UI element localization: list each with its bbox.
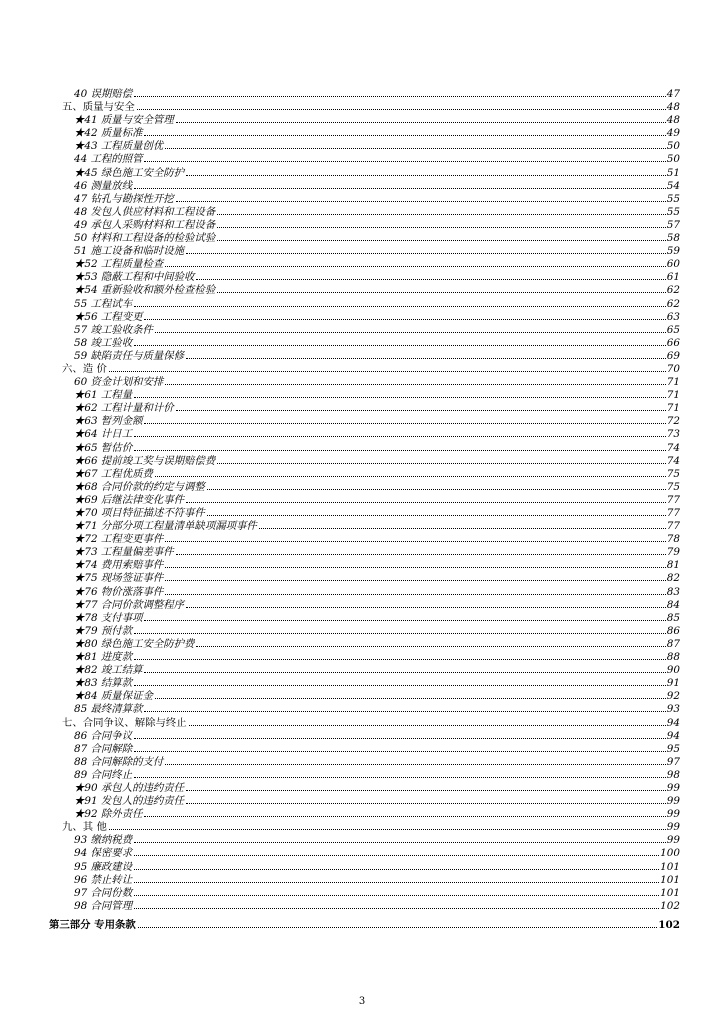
dot-leader [134, 868, 659, 870]
dot-leader [217, 462, 666, 464]
toc-entry-title: 57 竣工验收条件 [74, 323, 153, 336]
dot-leader [134, 907, 659, 909]
toc-clause-entry[interactable] [0, 193, 724, 206]
dot-leader [165, 579, 666, 581]
toc-clause-entry[interactable] [0, 284, 724, 297]
dot-leader [176, 553, 666, 555]
toc-entry-page: 72 [666, 415, 680, 428]
toc-clause-entry[interactable] [0, 507, 724, 520]
toc-clause-entry[interactable] [0, 572, 724, 585]
toc-entry-page: 85 [666, 611, 680, 624]
toc-clause-entry[interactable] [0, 219, 724, 232]
toc-entry-title: ★79 预付款 [74, 624, 133, 637]
toc-entry-page: 79 [666, 546, 680, 559]
toc-entry-page: 77 [666, 493, 680, 506]
toc-entry-page: 59 [666, 245, 680, 258]
toc-clause-entry[interactable] [0, 599, 724, 612]
dot-leader [165, 763, 666, 765]
toc-entry-title: 44 工程的照管 [74, 153, 143, 166]
dot-leader [134, 750, 666, 752]
table-of-contents [0, 88, 724, 933]
toc-entry-page: 55 [666, 205, 680, 218]
toc-clause-entry[interactable] [0, 900, 724, 913]
dot-leader [186, 174, 666, 176]
toc-clause-entry[interactable] [0, 769, 724, 782]
toc-entry-title: ★70 项目特征描述不符事件 [74, 507, 205, 519]
toc-clause-entry[interactable] [0, 677, 724, 690]
toc-entry-page: 48 [666, 101, 680, 114]
toc-clause-entry[interactable] [0, 153, 724, 166]
toc-entry-title: ★82 竣工结算 [74, 664, 143, 677]
toc-entry-title: ★68 合同价款的约定与调整 [74, 480, 205, 493]
toc-entry-page: 84 [666, 598, 680, 611]
toc-entry-page: 58 [666, 232, 680, 245]
toc-entry-title: 98 合同管理 [74, 899, 133, 912]
toc-entry-title: ★92 除外责任 [74, 808, 143, 821]
dot-leader [186, 252, 666, 254]
toc-entry-title: ★76 物价涨落事件 [74, 585, 164, 598]
toc-clause-entry[interactable] [0, 271, 724, 284]
toc-entry-page: 55 [666, 192, 680, 205]
toc-entry-page: 94 [666, 729, 680, 742]
dot-leader [217, 213, 666, 215]
toc-entry-title: ★74 费用索赔事件 [74, 559, 164, 572]
toc-entry-title: 50 材料和工程设备的检验试验 [74, 232, 216, 245]
dot-leader [134, 187, 666, 189]
dot-leader [176, 121, 666, 123]
dot-leader [186, 501, 666, 503]
toc-entry-title: 87 合同解除 [74, 742, 133, 755]
toc-clause-entry[interactable] [0, 376, 724, 389]
toc-entry-title: 49 承包人采购材料和工程设备 [74, 218, 216, 231]
toc-clause-entry[interactable] [0, 834, 724, 847]
toc-entry-title: ★67 工程优质费 [74, 467, 153, 480]
toc-entry-title: 86 合同争议 [74, 729, 133, 742]
toc-entry-title: ★78 支付事项 [74, 611, 143, 624]
toc-entry-page: 81 [666, 559, 680, 572]
dot-leader [144, 422, 665, 424]
toc-entry-page: 66 [666, 336, 680, 349]
toc-entry-page: 71 [666, 402, 680, 415]
toc-clause-entry[interactable] [0, 703, 724, 716]
toc-entry-page: 100 [660, 847, 680, 860]
dot-leader [137, 108, 666, 110]
toc-entry-page: 93 [666, 703, 680, 716]
toc-section-entry[interactable] [0, 363, 724, 376]
dot-leader [134, 854, 659, 856]
toc-section-entry[interactable] [0, 717, 724, 730]
toc-clause-entry[interactable] [0, 690, 724, 703]
toc-clause-entry[interactable] [0, 258, 724, 271]
toc-clause-entry[interactable] [0, 468, 724, 481]
dot-leader [134, 658, 666, 660]
dot-leader [134, 737, 666, 739]
dot-leader [144, 619, 665, 621]
toc-entry-title: 51 施工设备和临时设施 [74, 245, 185, 258]
toc-entry-page: 88 [666, 651, 680, 664]
toc-clause-entry[interactable] [0, 874, 724, 887]
toc-entry-title: 40 误期赔偿 [74, 88, 133, 100]
toc-entry-page: 61 [666, 271, 680, 284]
toc-entry-page: 95 [666, 742, 680, 755]
toc-entry-title: ★41 质量与安全管理 [74, 114, 174, 127]
toc-section-entry[interactable] [0, 821, 724, 834]
toc-clause-entry[interactable] [0, 481, 724, 494]
toc-clause-entry[interactable] [0, 782, 724, 795]
dot-leader [134, 776, 666, 778]
dot-leader [134, 684, 666, 686]
toc-clause-entry[interactable] [0, 651, 724, 664]
dot-leader [217, 226, 666, 228]
toc-clause-entry[interactable] [0, 494, 724, 507]
toc-entry-title: ★64 计日工 [74, 428, 133, 441]
toc-entry-title: 59 缺陷责任与质量保修 [74, 349, 185, 362]
toc-clause-entry[interactable] [0, 180, 724, 193]
toc-entry-page: 86 [666, 624, 680, 637]
toc-clause-entry[interactable] [0, 428, 724, 441]
toc-entry-page: 99 [666, 795, 680, 808]
toc-entry-title: 六、造 价 [62, 362, 107, 375]
dot-leader [186, 357, 666, 359]
toc-clause-entry[interactable] [0, 887, 724, 900]
dot-leader [134, 881, 659, 883]
dot-leader [155, 475, 666, 477]
toc-entry-page: 83 [666, 585, 680, 598]
dot-leader [217, 239, 666, 241]
toc-entry-page: 77 [666, 520, 680, 533]
toc-entry-page: 49 [666, 127, 680, 140]
toc-entry-page: 50 [666, 140, 680, 153]
toc-entry-title: ★56 工程变更 [74, 310, 143, 323]
toc-entry-title: 89 合同终止 [74, 768, 133, 781]
toc-entry-page: 70 [666, 362, 680, 375]
page-number: 3 [358, 996, 366, 1007]
toc-entry-title: ★77 合同价款调整程序 [74, 598, 185, 611]
toc-entry-title: 第三部分 专用条款 [49, 918, 136, 931]
toc-entry-title: ★45 绿色施工安全防护 [74, 166, 185, 179]
dot-leader [144, 815, 665, 817]
toc-entry-title: ★91 发包人的违约责任 [74, 795, 185, 808]
toc-entry-title: 47 钻孔与勘探性开挖 [74, 192, 174, 205]
toc-clause-entry[interactable] [0, 311, 724, 324]
toc-entry-title: 60 资金计划和安排 [74, 376, 164, 389]
toc-entry-title: ★65 暂估价 [74, 441, 133, 454]
dot-leader [155, 331, 666, 333]
toc-entry-title: ★81 进度款 [74, 651, 133, 664]
dot-leader [144, 710, 665, 712]
toc-entry-page: 74 [666, 441, 680, 454]
dot-leader [207, 514, 666, 516]
dot-leader [134, 344, 666, 346]
dot-leader [109, 828, 666, 830]
toc-entry-page: 99 [666, 821, 680, 834]
dot-leader [207, 488, 666, 490]
toc-entry-title: 95 廉政建设 [74, 860, 133, 873]
toc-entry-page: 101 [660, 886, 680, 899]
toc-clause-entry[interactable] [0, 402, 724, 415]
toc-entry-title: ★42 质量标准 [74, 127, 143, 140]
toc-entry-title: ★62 工程计量和计价 [74, 402, 174, 415]
toc-clause-entry[interactable] [0, 415, 724, 428]
toc-entry-page: 47 [666, 88, 680, 100]
toc-entry-page: 54 [666, 179, 680, 192]
dot-leader [189, 724, 666, 726]
dot-leader [196, 278, 665, 280]
toc-clause-entry[interactable] [0, 730, 724, 743]
toc-entry-title: 97 合同份数 [74, 886, 133, 899]
toc-entry-page: 101 [660, 860, 680, 873]
toc-entry-title: 55 工程试车 [74, 297, 133, 310]
toc-entry-title: ★63 暂列金额 [74, 415, 143, 428]
toc-entry-title: ★80 绿色施工安全防护费 [74, 637, 195, 650]
toc-entry-title: 七、合同争议、解除与终止 [62, 716, 187, 729]
toc-clause-entry[interactable] [0, 324, 724, 337]
toc-entry-page: 77 [666, 507, 680, 519]
dot-leader [134, 894, 659, 896]
toc-clause-entry[interactable] [0, 167, 724, 180]
dot-leader [144, 671, 665, 673]
toc-entry-title: 58 竣工验收 [74, 336, 133, 349]
toc-clause-entry[interactable] [0, 206, 724, 219]
toc-entry-title: 94 保密要求 [74, 847, 133, 860]
toc-entry-page: 73 [666, 428, 680, 441]
toc-clause-entry[interactable] [0, 389, 724, 402]
dot-leader [165, 265, 666, 267]
dot-leader [196, 645, 665, 647]
toc-entry-title: ★75 现场签证事件 [74, 572, 164, 585]
dot-leader [144, 160, 665, 162]
toc-entry-page: 62 [666, 297, 680, 310]
toc-entry-title: ★53 隐蔽工程和中间验收 [74, 271, 195, 284]
toc-clause-entry[interactable] [0, 625, 724, 638]
toc-entry-title: ★54 重新验收和额外检查检验 [74, 284, 216, 297]
dot-leader [217, 291, 666, 293]
toc-entry-page: 50 [666, 153, 680, 166]
dot-leader [109, 370, 666, 372]
toc-clause-entry[interactable] [0, 140, 724, 153]
dot-leader [176, 200, 666, 202]
dot-leader [144, 318, 665, 320]
toc-entry-page: 62 [666, 284, 680, 297]
toc-entry-title: ★73 工程量偏差事件 [74, 546, 174, 559]
toc-part-entry[interactable] [0, 917, 724, 933]
toc-clause-entry[interactable] [0, 586, 724, 599]
dot-leader [186, 802, 666, 804]
toc-clause-entry[interactable] [0, 520, 724, 533]
dot-leader [186, 789, 666, 791]
toc-clause-entry[interactable] [0, 612, 724, 625]
toc-entry-page: 91 [666, 677, 680, 690]
toc-entry-page: 71 [666, 376, 680, 389]
dot-leader [165, 566, 666, 568]
toc-clause-entry[interactable] [0, 442, 724, 455]
toc-entry-title: 五、质量与安全 [62, 101, 135, 114]
toc-entry-page: 99 [666, 781, 680, 794]
toc-entry-page: 82 [666, 572, 680, 585]
toc-clause-entry[interactable] [0, 546, 724, 559]
dot-leader [186, 606, 666, 608]
toc-entry-title: 九、其 他 [62, 821, 107, 834]
toc-entry-page: 57 [666, 218, 680, 231]
dot-leader [138, 926, 658, 928]
toc-entry-page: 75 [666, 467, 680, 480]
toc-entry-title: ★66 提前竣工奖与误期赔偿费 [74, 454, 216, 467]
toc-clause-entry[interactable] [0, 298, 724, 311]
toc-entry-title: ★72 工程变更事件 [74, 533, 164, 546]
dot-leader [134, 435, 666, 437]
toc-entry-title: 85 最终清算款 [74, 703, 143, 716]
toc-clause-entry[interactable] [0, 127, 724, 140]
toc-entry-title: ★90 承包人的违约责任 [74, 781, 185, 794]
toc-entry-page: 87 [666, 637, 680, 650]
toc-clause-entry[interactable] [0, 664, 724, 677]
toc-entry-title: ★84 质量保证金 [74, 690, 153, 703]
toc-clause-entry[interactable] [0, 455, 724, 468]
toc-entry-title: ★43 工程质量创优 [74, 140, 164, 153]
toc-entry-title: ★61 工程量 [74, 389, 133, 402]
toc-clause-entry[interactable] [0, 756, 724, 769]
dot-leader [134, 396, 666, 398]
toc-entry-page: 48 [666, 114, 680, 127]
toc-clause-entry[interactable] [0, 245, 724, 258]
toc-clause-entry[interactable] [0, 847, 724, 860]
toc-entry-title: 96 禁止转让 [74, 873, 133, 886]
toc-entry-title: 88 合同解除的支付 [74, 755, 164, 768]
toc-entry-page: 78 [666, 533, 680, 546]
toc-entry-title: ★52 工程质量检查 [74, 258, 164, 271]
dot-leader [165, 540, 666, 542]
toc-entry-page: 71 [666, 389, 680, 402]
toc-entry-page: 98 [666, 768, 680, 781]
toc-entry-title: ★69 后继法律变化事件 [74, 493, 185, 506]
dot-leader [165, 383, 666, 385]
toc-entry-page: 63 [666, 310, 680, 323]
dot-leader [134, 632, 666, 634]
toc-entry-page: 51 [666, 166, 680, 179]
toc-section-entry[interactable] [0, 101, 724, 114]
toc-entry-page: 94 [666, 716, 680, 729]
toc-entry-page: 102 [660, 899, 680, 912]
toc-clause-entry[interactable] [0, 337, 724, 350]
toc-clause-entry[interactable] [0, 232, 724, 245]
toc-clause-entry[interactable] [0, 88, 724, 101]
toc-entry-title: 48 发包人供应材料和工程设备 [74, 205, 216, 218]
toc-clause-entry[interactable] [0, 114, 724, 127]
toc-entry-page: 102 [658, 918, 680, 931]
toc-clause-entry[interactable] [0, 559, 724, 572]
dot-leader [134, 95, 666, 97]
toc-clause-entry[interactable] [0, 795, 724, 808]
toc-clause-entry[interactable] [0, 743, 724, 756]
toc-entry-title: ★83 结算款 [74, 677, 133, 690]
toc-entry-title: 46 测量放线 [74, 179, 133, 192]
toc-clause-entry[interactable] [0, 808, 724, 821]
toc-entry-page: 60 [666, 258, 680, 271]
dot-leader [134, 305, 666, 307]
toc-entry-title: ★71 分部分项工程量清单缺项漏项事件 [74, 520, 257, 533]
dot-leader [134, 449, 666, 451]
dot-leader [165, 593, 666, 595]
dot-leader [144, 134, 665, 136]
toc-entry-page: 97 [666, 755, 680, 768]
dot-leader [165, 147, 666, 149]
dot-leader [155, 697, 666, 699]
toc-clause-entry[interactable] [0, 350, 724, 363]
toc-entry-page: 90 [666, 664, 680, 677]
dot-leader [259, 527, 666, 529]
dot-leader [176, 409, 666, 411]
toc-entry-page: 99 [666, 834, 680, 847]
toc-clause-entry[interactable] [0, 533, 724, 546]
toc-entry-page: 101 [660, 873, 680, 886]
toc-entry-page: 74 [666, 454, 680, 467]
toc-entry-title: 93 缴纳税费 [74, 834, 133, 847]
toc-entry-page: 99 [666, 808, 680, 821]
toc-entry-page: 75 [666, 480, 680, 493]
toc-entry-page: 65 [666, 323, 680, 336]
toc-entry-page: 92 [666, 690, 680, 703]
toc-entry-page: 69 [666, 349, 680, 362]
dot-leader [134, 841, 666, 843]
toc-clause-entry[interactable] [0, 638, 724, 651]
toc-clause-entry[interactable] [0, 861, 724, 874]
